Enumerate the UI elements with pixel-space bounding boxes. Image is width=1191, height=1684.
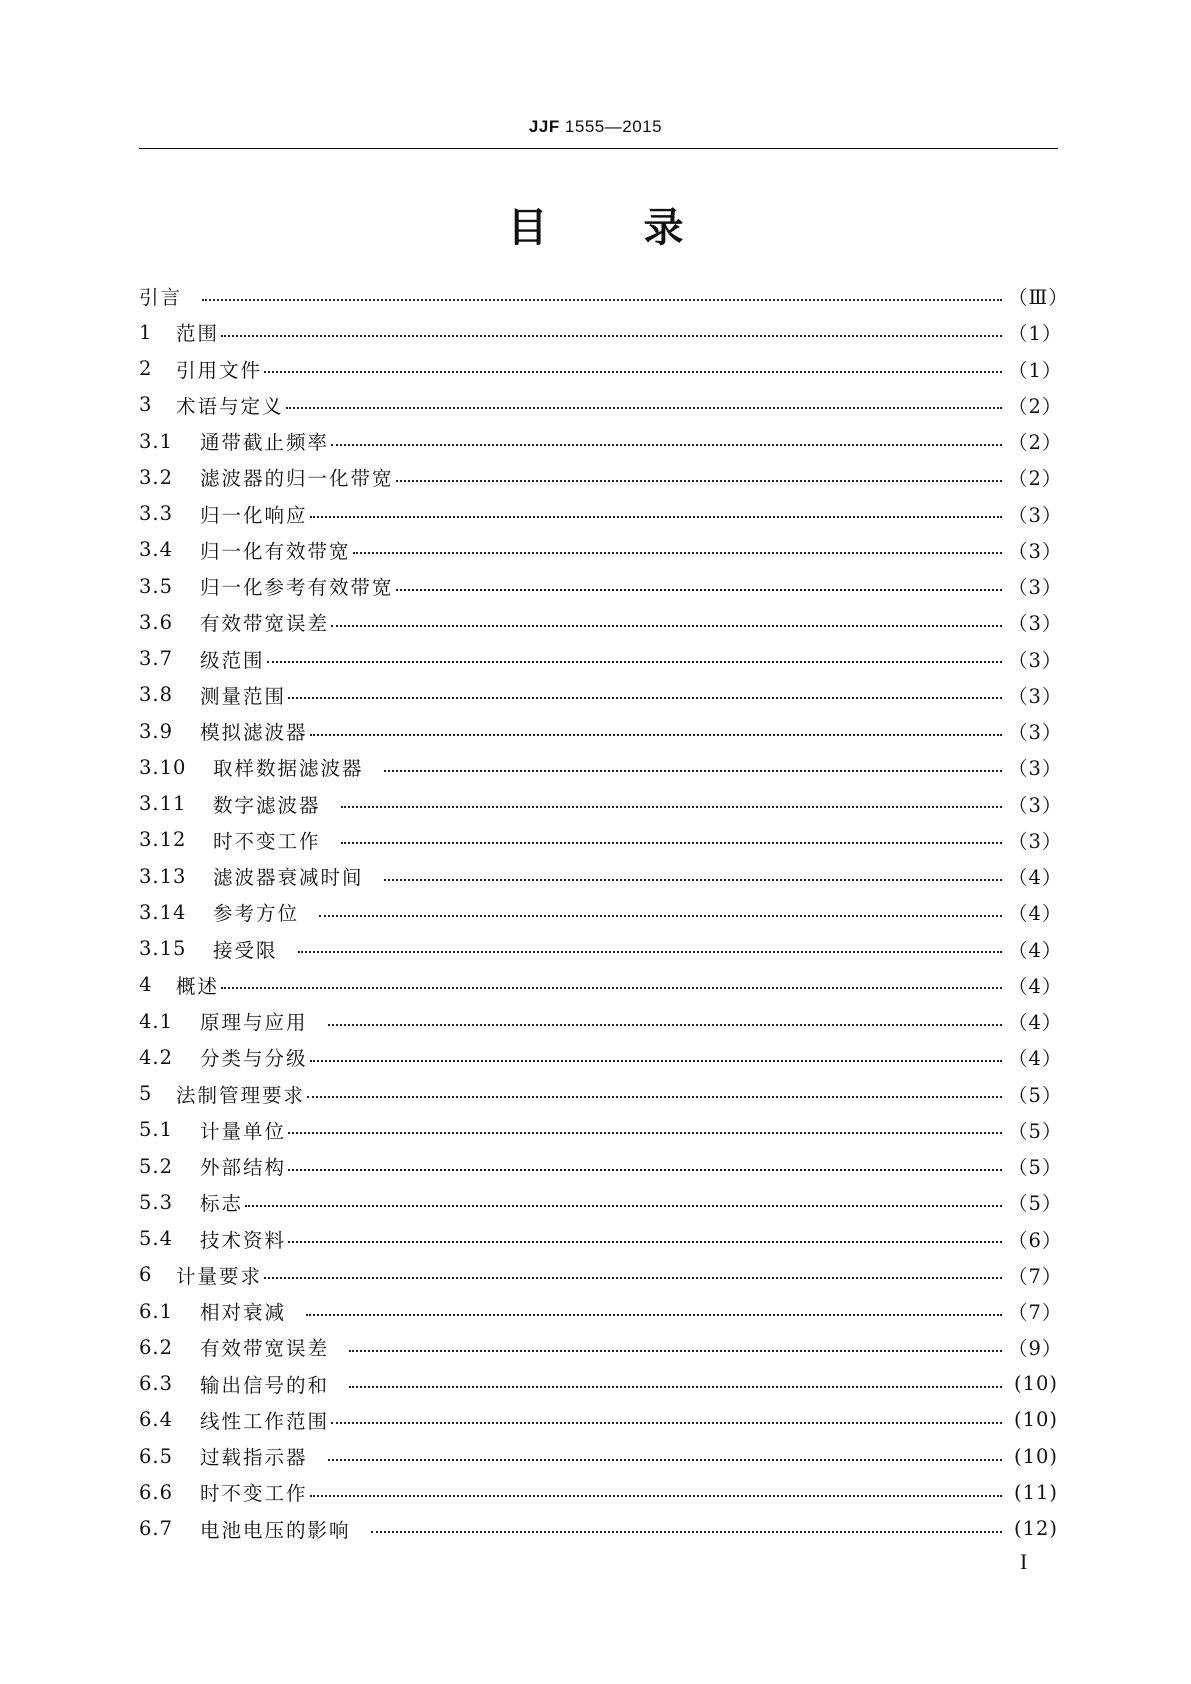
toc-dot-leader	[310, 1494, 1002, 1497]
toc-entry-page: （4）	[1008, 1011, 1063, 1035]
toc-entry-label: 计量要求	[176, 1264, 263, 1288]
toc-entry-page: （4）	[1008, 902, 1063, 926]
toc-entry-number: 4.2	[139, 1045, 174, 1069]
toc-entry-label: 数字滤波器	[213, 793, 321, 817]
toc-dot-leader	[319, 914, 1002, 917]
toc-entry-label: 通带截止频率	[200, 431, 330, 455]
toc-entry-page: (12)	[1013, 1517, 1058, 1541]
toc-entry-label: 相对衰减	[200, 1301, 287, 1325]
toc-entry-label: 术语与定义	[176, 394, 284, 418]
toc-dot-leader	[307, 1095, 1002, 1098]
toc-entry-number: 4.1	[139, 1009, 174, 1033]
page-number: I	[1020, 1549, 1028, 1574]
toc-entry[interactable]	[139, 604, 1063, 640]
toc-entry-label: 滤波器衰减时间	[213, 866, 364, 890]
toc-entry-label: 归一化有效带宽	[200, 539, 351, 563]
toc-entry-page: (10)	[1013, 1408, 1058, 1432]
toc-entry[interactable]	[139, 1221, 1063, 1257]
toc-dot-leader	[288, 696, 1002, 699]
toc-entry[interactable]	[139, 1148, 1063, 1184]
toc-entry-page: (10)	[1013, 1372, 1058, 1396]
toc-entry[interactable]	[139, 351, 1063, 387]
toc-dot-leader	[221, 334, 1002, 337]
toc-dot-leader	[384, 769, 1002, 772]
toc-entry[interactable]	[139, 496, 1063, 532]
toc-entry-page: （6）	[1008, 1228, 1063, 1252]
toc-entry-page: （5）	[1008, 1119, 1063, 1143]
toc-entry-label: 有效带宽误差	[200, 612, 330, 636]
toc-entry-page: （3）	[1008, 684, 1063, 708]
toc-dot-leader	[349, 1349, 1002, 1352]
toc-entry-label: 法制管理要求	[176, 1083, 306, 1107]
toc-entry-page: （5）	[1008, 1083, 1063, 1107]
toc-entry[interactable]	[139, 532, 1063, 568]
toc-entry-label: 归一化参考有效带宽	[200, 576, 394, 600]
toc-dot-leader	[331, 443, 1002, 446]
toc-entry-number: 5.1	[139, 1118, 174, 1142]
toc-entry-number: 6.3	[139, 1372, 174, 1396]
toc-entry-label: 级范围	[200, 648, 265, 672]
toc-entry-page: （7）	[1008, 1264, 1063, 1288]
toc-entry[interactable]	[139, 1511, 1058, 1547]
toc-entry[interactable]	[139, 387, 1063, 423]
toc-entry-number: 6.4	[139, 1408, 174, 1432]
toc-entry-page: （5）	[1008, 1156, 1063, 1180]
toc-entry-page: （4）	[1008, 974, 1063, 998]
toc-entry-number: 3.7	[139, 647, 174, 671]
title-char-1: 目	[507, 205, 548, 251]
toc-dot-leader	[310, 1059, 1002, 1062]
toc-dot-leader	[341, 805, 1002, 808]
toc-entry[interactable]	[139, 423, 1063, 459]
toc-entry-page: （2）	[1008, 431, 1063, 455]
toc-dot-leader	[298, 950, 1002, 953]
toc-entry-number: 3.15	[139, 937, 187, 961]
toc-dot-leader	[221, 986, 1002, 989]
toc-entry-number: 3.14	[139, 900, 187, 924]
toc-entry[interactable]	[139, 1076, 1063, 1112]
standard-number: 1555—2015	[559, 117, 663, 136]
standard-prefix: JJF	[528, 117, 560, 136]
toc-entry-label: 过载指示器	[200, 1446, 308, 1470]
toc-entry-label: 有效带宽误差	[200, 1337, 330, 1361]
toc-entry-page: （Ⅲ）	[1008, 286, 1069, 310]
toc-entry-page: （3）	[1008, 793, 1063, 817]
toc-entry-page: （4）	[1008, 938, 1063, 962]
toc-entry-label: 时不变工作	[200, 1482, 308, 1506]
toc-entry-number: 3.1	[139, 429, 174, 453]
toc-entry[interactable]	[139, 1039, 1063, 1075]
toc-entry-number: 3	[139, 393, 153, 417]
toc-entry-number: 3.5	[139, 574, 174, 598]
toc-entry-page: （1）	[1008, 322, 1063, 346]
toc-entry[interactable]	[139, 931, 1063, 967]
toc-dot-leader	[396, 479, 1002, 482]
toc-entry-number: 3.6	[139, 610, 174, 634]
toc-entry[interactable]	[139, 314, 1063, 350]
toc-entry-page: （3）	[1008, 612, 1063, 636]
toc-entry[interactable]	[139, 1329, 1063, 1365]
toc-entry[interactable]	[139, 894, 1063, 930]
toc-entry-page: （3）	[1008, 829, 1063, 853]
toc-entry-page: （4）	[1008, 1047, 1063, 1071]
toc-dot-leader	[245, 1204, 1002, 1207]
toc-entry-label: 接受限	[213, 938, 278, 962]
toc-entry-number: 5.3	[139, 1190, 174, 1214]
toc-entry-number: 3.13	[139, 864, 187, 888]
toc-entry-page: （3）	[1008, 539, 1063, 563]
toc-entry-number: 3.11	[139, 792, 187, 816]
toc-entry-number: 5.2	[139, 1154, 174, 1178]
toc-entry-page: （7）	[1008, 1301, 1063, 1325]
toc-dot-leader	[371, 1530, 1002, 1533]
toc-entry-number: 1	[139, 320, 153, 344]
toc-dot-leader	[331, 1421, 1002, 1424]
toc-entry-page: （5）	[1008, 1192, 1063, 1216]
toc-entry-number: 5	[139, 1082, 153, 1106]
toc-entry-number: 3.10	[139, 755, 187, 779]
toc-entry-label: 输出信号的和	[200, 1373, 330, 1397]
toc-entry[interactable]	[139, 1402, 1058, 1438]
toc-entry[interactable]	[139, 749, 1063, 785]
toc-entry[interactable]	[139, 459, 1063, 495]
toc-entry-number: 2	[139, 357, 153, 381]
toc-dot-leader	[328, 1458, 1002, 1461]
toc-entry-page: （1）	[1008, 358, 1063, 382]
toc-entry-number: 6.6	[139, 1480, 174, 1504]
toc-entry-page: （3）	[1008, 757, 1063, 781]
toc-entry-label: 引用文件	[176, 358, 263, 382]
toc-entry-label: 概述	[176, 974, 220, 998]
toc-entry[interactable]	[139, 677, 1063, 713]
toc-entry-number: 5.4	[139, 1227, 174, 1251]
toc-entry-number: 6	[139, 1263, 153, 1287]
toc-entry-label: 线性工作范围	[200, 1409, 330, 1433]
toc-entry-page: （3）	[1008, 503, 1063, 527]
toc-entry[interactable]	[139, 713, 1063, 749]
toc-dot-leader	[384, 878, 1002, 881]
toc-entry-page: （3）	[1008, 648, 1063, 672]
title-char-2: 录	[643, 205, 684, 251]
toc-entry-page: （3）	[1008, 576, 1063, 600]
header-divider	[139, 148, 1058, 149]
toc-entry-number: 3.8	[139, 683, 174, 707]
toc-entry[interactable]	[139, 641, 1063, 677]
toc-entry-number: 3.3	[139, 502, 174, 526]
toc-entry[interactable]	[139, 1438, 1058, 1474]
toc-entry-label: 原理与应用	[200, 1011, 308, 1035]
toc-entry-label: 电池电压的影响	[200, 1518, 351, 1542]
toc-entry-label: 分类与分级	[200, 1047, 308, 1071]
toc-entry-label: 范围	[176, 322, 220, 346]
toc-dot-leader	[288, 1240, 1002, 1243]
toc-dot-leader	[202, 298, 1002, 301]
toc-entry-page: (11)	[1013, 1480, 1058, 1504]
toc-entry-page: （2）	[1008, 394, 1063, 418]
toc-dot-leader	[331, 624, 1002, 627]
toc-entry-number: 6.2	[139, 1335, 174, 1359]
toc-entry-page: （4）	[1008, 866, 1063, 890]
toc-dot-leader	[310, 733, 1002, 736]
toc-dot-leader	[396, 588, 1002, 591]
toc-entry[interactable]	[139, 786, 1063, 822]
toc-dot-leader	[264, 370, 1002, 373]
toc-entry-number: 6.5	[139, 1444, 174, 1468]
toc-entry-label: 引言	[139, 286, 183, 310]
toc-dot-leader	[353, 551, 1002, 554]
toc-entry-number: 3.2	[139, 465, 174, 489]
toc-entry-label: 测量范围	[200, 684, 287, 708]
toc-entry[interactable]	[139, 568, 1063, 604]
toc-entry-number: 3.12	[139, 828, 187, 852]
page-title	[0, 196, 1191, 253]
toc-entry-page: （2）	[1008, 467, 1063, 491]
toc-entry-label: 外部结构	[200, 1156, 287, 1180]
toc-entry[interactable]	[139, 1003, 1063, 1039]
toc-entry-label: 标志	[200, 1192, 244, 1216]
toc-entry-number: 6.1	[139, 1299, 174, 1323]
toc-entry-label: 滤波器的归一化带宽	[200, 467, 394, 491]
toc-entry[interactable]	[139, 1184, 1063, 1220]
toc-dot-leader	[349, 1385, 1002, 1388]
toc-dot-leader	[310, 515, 1002, 518]
toc-entry-page: （3）	[1008, 721, 1063, 745]
toc-entry[interactable]	[139, 967, 1063, 1003]
toc-entry-label: 计量单位	[200, 1119, 287, 1143]
toc-entry-label: 时不变工作	[213, 829, 321, 853]
toc-entry-label: 模拟滤波器	[200, 721, 308, 745]
toc-entry-label: 归一化响应	[200, 503, 308, 527]
toc-dot-leader	[288, 1168, 1002, 1171]
toc-entry-label: 技术资料	[200, 1228, 287, 1252]
toc-entry[interactable]	[139, 858, 1063, 894]
toc-entry[interactable]	[139, 278, 1069, 314]
toc-entry[interactable]	[139, 1474, 1058, 1510]
toc-dot-leader	[264, 1276, 1002, 1279]
toc-dot-leader	[286, 406, 1002, 409]
toc-entry-number: 6.7	[139, 1517, 174, 1541]
toc-dot-leader	[306, 1313, 1002, 1316]
toc-entry-page: （9）	[1008, 1337, 1063, 1361]
toc-entry-label: 参考方位	[213, 902, 300, 926]
document-code-header	[0, 117, 1191, 137]
toc-dot-leader	[288, 1131, 1002, 1134]
toc-entry[interactable]	[139, 1257, 1063, 1293]
toc-entry-number: 4	[139, 973, 153, 997]
toc-entry-number: 3.9	[139, 719, 174, 743]
toc-entry[interactable]	[139, 822, 1063, 858]
toc-entry[interactable]	[139, 1293, 1063, 1329]
toc-dot-leader	[341, 841, 1002, 844]
toc-entry-number: 3.4	[139, 538, 174, 562]
toc-entry-label: 取样数据滤波器	[213, 757, 364, 781]
toc-entry[interactable]	[139, 1112, 1063, 1148]
toc-dot-leader	[328, 1023, 1002, 1026]
toc-entry-page: (10)	[1013, 1444, 1058, 1468]
table-of-contents	[139, 278, 1069, 1547]
toc-dot-leader	[267, 660, 1002, 663]
toc-entry[interactable]	[139, 1366, 1058, 1402]
